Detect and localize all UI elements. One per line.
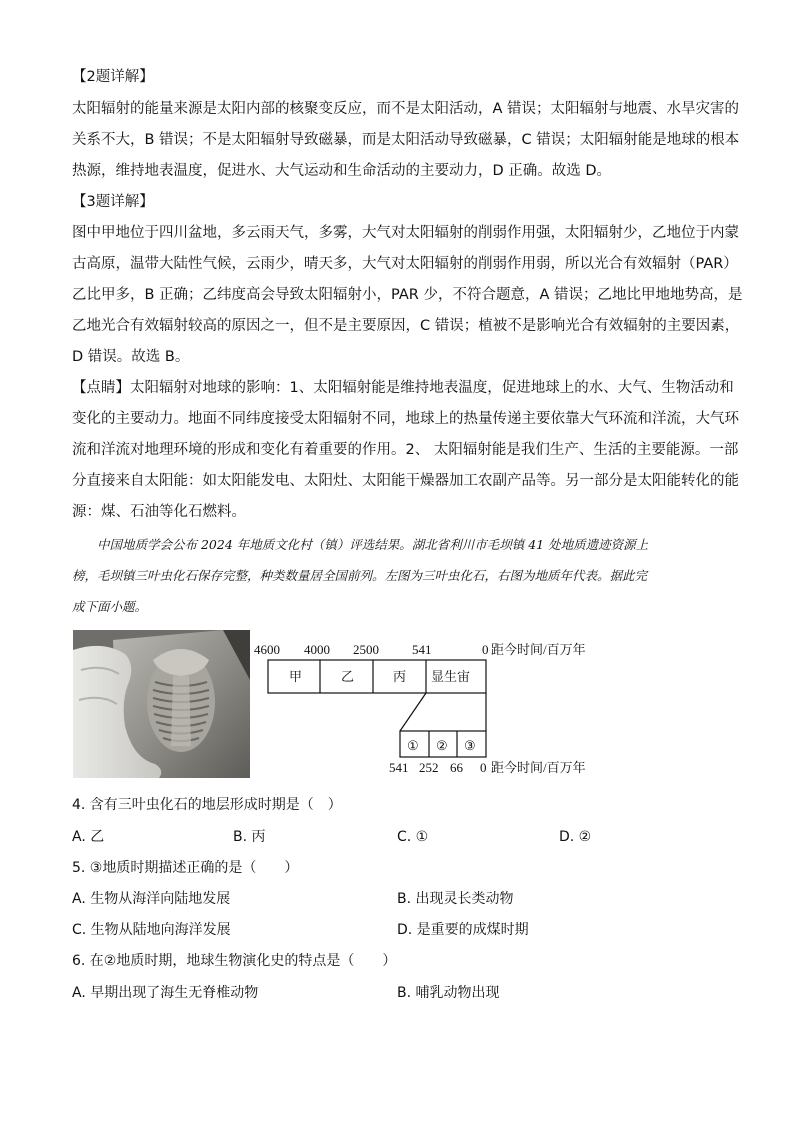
question-4-stem: 4. 含有三叶虫化石的地层形成时期是（ ） — [72, 797, 342, 813]
question-4-option-d[interactable]: D. ② — [559, 829, 592, 845]
bottom-tick-66: 66 — [450, 760, 463, 775]
tips-line-5: 源：煤、石油等化石燃料。 — [72, 504, 246, 520]
question-5-option-d[interactable]: D. 是重要的成煤时期 — [397, 922, 529, 938]
q3-line-2: 古高原，温带大陆性气候，云雨少，晴天多，大气对太阳辐射的削弱作用弱，所以光合有效辐射（PAR） — [72, 256, 738, 272]
question-5-option-c[interactable]: C. 生物从陆地向海洋发展 — [72, 922, 231, 938]
trilobite-fossil-photo — [73, 630, 250, 778]
q3-line-4: 乙地光合有效辐射较高的原因之一，但不是主要原因，C 错误；植被不是影响光合有效辐射的主要因素， — [72, 318, 740, 334]
question-6-option-a[interactable]: A. 早期出现了海生无脊椎动物 — [72, 985, 259, 1001]
top-tick-4600: 4600 — [254, 642, 280, 657]
q3-line-1: 图中甲地位于四川盆地，多云雨天气，多雾，大气对太阳辐射的削弱作用强，太阳辐射少，乙地位于内蒙 — [72, 225, 739, 241]
tips-line-2: 变化的主要动力。地面不同纬度接受太阳辐射不同，地球上的热量传递主要依靠大气环流和洋流，大气环 — [72, 411, 739, 427]
era-1: ① — [407, 738, 419, 753]
tips-line-4: 分直接来自太阳能：如太阳能发电、太阳灶、太阳能干燥器加工农副产品等。另一部分是太阳能转化的能 — [72, 473, 739, 489]
question-5-stem: 5. ③地质时期描述正确的是（ ） — [72, 860, 299, 876]
intro-line-2: 榜，毛坝镇三叶虫化石保存完整，种类数量居全国前列。左图为三叶虫化石，右图为地质年代表。据此完 — [72, 568, 648, 583]
q2-line-3: 热源，维持地表温度，促进水、大气运动和生命活动的主要动力，D 正确。故选 D。 — [72, 163, 612, 179]
q3-line-5: D 错误。故选 B。 — [72, 349, 190, 365]
bottom-tick-0: 0 — [480, 760, 487, 775]
tips-line-3: 流和洋流对地理环境的形成和变化有着重要的作用。2、 太阳辐射能是我们生产、生活的主要能源。一部 — [72, 442, 739, 458]
era-3: ③ — [464, 738, 476, 753]
eon-jia: 甲 — [289, 669, 303, 684]
question-4-option-b[interactable]: B. 丙 — [233, 829, 266, 845]
top-tick-0: 0 — [482, 642, 489, 657]
trilobite-fossil-image — [73, 630, 250, 778]
geologic-timeline-diagram — [252, 638, 632, 778]
q2-heading: 【2题详解】 — [72, 69, 154, 85]
top-axis-unit: 距今时间/百万年 — [491, 642, 586, 657]
top-tick-2500: 2500 — [353, 642, 379, 657]
tips-line-1: 【点睛】太阳辐射对地球的影响：1、太阳辐射能是维持地表温度，促进地球上的水、大气、生物活动和 — [72, 380, 734, 396]
question-5-option-a[interactable]: A. 生物从海洋向陆地发展 — [72, 891, 231, 907]
q3-heading: 【3题详解】 — [72, 194, 154, 210]
era-2: ② — [436, 738, 448, 753]
question-4-option-a[interactable]: A. 乙 — [72, 829, 105, 845]
intro-line-3: 成下面小题。 — [72, 599, 148, 614]
eon-phanerozoic: 显生宙 — [431, 669, 471, 684]
q3-line-3: 乙比甲多，B 正确；乙纬度高会导致太阳辐射小，PAR 少，不符合题意，A 错误；乙地比甲地地势高，是 — [72, 287, 743, 303]
question-4-option-c[interactable]: C. ① — [397, 829, 429, 845]
bottom-tick-252: 252 — [419, 760, 439, 775]
intro-line-1: 中国地质学会公布 2024 年地质文化村（镇）评选结果。湖北省利川市毛坝镇 41 处地质遗迹资源上 — [72, 537, 649, 552]
question-6-stem: 6. 在②地质时期，地球生物演化史的特点是（ ） — [72, 953, 397, 969]
q2-line-1: 太阳辐射的能量来源是太阳内部的核聚变反应，而不是太阳活动，A 错误；太阳辐射与地震、水旱灾害的 — [72, 101, 740, 117]
bottom-axis-unit: 距今时间/百万年 — [491, 760, 586, 775]
question-5-option-b[interactable]: B. 出现灵长类动物 — [397, 891, 514, 907]
eon-yi: 乙 — [341, 669, 355, 684]
top-tick-4000: 4000 — [304, 642, 330, 657]
q2-line-2: 关系不大，B 错误；不是太阳辐射导致磁暴，而是太阳活动导致磁暴，C 错误；太阳辐射能是地球的根本 — [72, 132, 740, 148]
bottom-tick-541: 541 — [389, 760, 409, 775]
question-6-option-b[interactable]: B. 哺乳动物出现 — [397, 985, 500, 1001]
top-tick-541: 541 — [412, 642, 432, 657]
eon-bing: 丙 — [393, 669, 407, 684]
